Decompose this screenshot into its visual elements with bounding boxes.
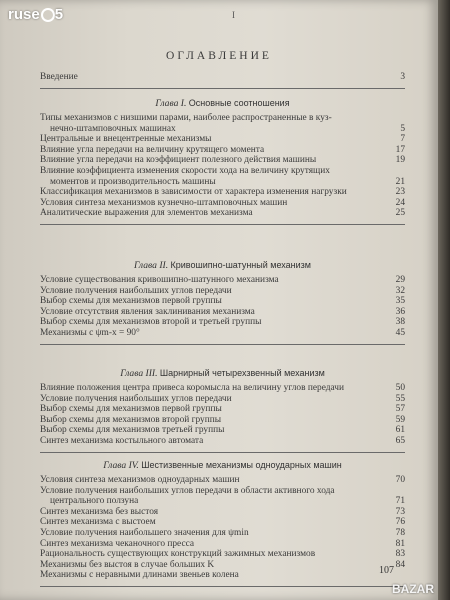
toc-entry [40,145,405,156]
chapter-title: Шарнирный четырехзвенный механизм [159,368,325,378]
toc-entry-page: 36 [395,306,405,317]
toc-entry [40,436,405,447]
toc-entry-text: Аналитические выражения для элементов механизма [40,208,253,219]
toc-entry [40,486,405,497]
toc-entry-page: 21 [395,176,405,187]
toc-entry [40,198,405,209]
toc-entry [40,166,405,177]
section-rule [40,586,405,587]
toc-entry [40,296,405,307]
toc-entry-text: Влияние угла передачи на коэффициент полезного действия машины [40,155,317,166]
toc-entry-page: 23 [395,187,405,198]
toc-entry-text: Введение [40,72,78,82]
toc-entry-text: Рациональность существующих конструкций зажимных механизмов [40,549,316,560]
toc-entry-text: Синтез механизма без выстоя [40,506,159,517]
page-folio: 107 [379,565,394,576]
toc-entry [40,507,405,518]
toc-entry [40,528,405,539]
toc-entry-text: Синтез механизма с выстоем [40,517,156,528]
toc-entry-text: Выбор схемы для механизмов первой группы [40,296,222,307]
toc-entry-page: 83 [395,549,405,560]
toc-entry-page: 24 [395,197,405,208]
toc-entry-page: 70 [395,475,405,485]
toc-entry [40,208,405,219]
toc-entry-text: Условие получения наибольших углов передачи [40,285,232,296]
watermark-logo: ruse 5 [8,6,64,23]
toc-entry-text: Механизмы без выстоя в случае больших K [40,559,215,570]
toc-entry [40,425,405,436]
chapter-title: Основные соотношения [188,98,290,108]
toc-entry-text: Условие получения наибольших углов передачи в области активного хода [40,485,335,496]
toc-entry-text: Выбор схемы для механизмов второй и третьей группы [40,317,262,328]
toc-entry [40,187,405,198]
toc-entry-text: Выбор схемы для механизмов второй группы [40,414,222,425]
toc-entry [40,275,405,286]
toc-entry [40,570,405,581]
toc-entry [40,155,405,166]
toc-entry [40,124,405,135]
toc-entry-text: Механизмы с неравными длинами звеньев колена [40,570,239,581]
toc-entry-text: Синтез механизма чеканочного пресса [40,538,195,549]
toc-entry-page: 5 [400,123,405,134]
ring-icon [41,8,55,22]
toc-entry-page: 32 [395,285,405,296]
toc-entry-intro [40,72,405,83]
toc-entry [40,539,405,550]
toc-entry-text: Влияние угла передачи на величину крутящего момента [40,144,265,155]
toc-entry-page: 25 [395,208,405,219]
toc-entry-text: центрального ползуна [50,496,139,507]
toc-entry [40,517,405,528]
section-rule [40,344,405,345]
chapter-heading [40,98,405,109]
toc-entry-page: 35 [395,296,405,307]
toc-entry-text: Условие отсутствия явления заклинивания механизма [40,306,255,317]
chapter-number: Глава IV. [103,460,139,471]
chapter-number: Глава III. [120,368,158,379]
toc-title: ОГЛАВЛЕНИЕ [166,50,272,62]
toc-entry-page: 73 [395,506,405,517]
toc-entry [40,475,405,486]
toc-entry-page: 61 [395,425,405,436]
book-edge [438,0,450,600]
toc-entry-page: 38 [395,317,405,328]
toc-entry-page: 57 [395,404,405,415]
toc-entry-page: 76 [395,517,405,528]
toc-entry [40,307,405,318]
chapter-heading [40,260,405,271]
toc-entry [40,383,405,394]
toc-entry-page: 45 [395,328,405,338]
toc-entry-page: 3 [400,72,405,82]
toc-entry-text: Условия синтеза механизмов кузнечно-штамповочных машин [40,197,288,208]
toc-entry-page: 65 [395,436,405,446]
toc-entry-page: 29 [395,275,405,285]
toc-entry-page: 17 [395,144,405,155]
toc-entry-text: Условия синтеза механизмов одноударных машин [40,475,240,485]
toc-entry [40,317,405,328]
chapter-heading [40,368,405,379]
toc-entry [40,113,405,124]
toc-entry-text: нечно-штамповочных машинах [50,123,176,134]
toc-entry [40,415,405,426]
toc-entry [40,134,405,145]
chapter-number: Глава II. [133,260,169,271]
toc-entry-page: 78 [395,528,405,538]
toc-entry [40,404,405,415]
toc-entry-page: 50 [395,383,405,393]
toc-entry-text: моментов и производительность машины [50,176,216,187]
toc-entry-page: 84 [395,559,405,570]
toc-entry-text: Классификация механизмов в зависимости от характера изменения нагрузки [40,187,347,198]
chapter-title: Шестизвенные механизмы одноударных машин [141,460,342,470]
toc-entry-text: Синтез механизма костыльного автомата [40,436,204,446]
toc-entry-text: Влияние положения центра привеса коромысла на величину углов передачи [40,383,345,393]
toc-entry-page: 55 [395,393,405,404]
toc-entry [40,328,405,339]
toc-entry-text: Механизмы с ψm-x = 90° [40,328,140,338]
toc-entry [40,560,405,571]
toc-entry-text: Типы механизмов с низшими парами, наиболее распространенные в куз- [40,113,332,123]
toc-entry [40,549,405,560]
corner-watermark: BAZAR [392,582,434,596]
toc-entry-text: Выбор схемы для механизмов первой группы [40,404,222,415]
chapter-number: Глава I. [155,98,187,109]
toc-entry [40,496,405,507]
toc-entry [40,286,405,297]
toc-entry-page: 71 [395,496,405,507]
chapter-heading [40,460,405,471]
toc-entry-text: Выбор схемы для механизмов третьей группы [40,425,225,436]
section-rule [40,88,405,89]
print-tick: I [232,10,235,20]
toc-entry-page: 19 [395,155,405,166]
toc-entry-page: 81 [395,538,405,549]
section-rule [40,224,405,225]
toc-entry-text: Условие получения наибольших углов передачи [40,393,232,404]
toc-entry-text: Условие существования кривошипно-шатунного механизма [40,275,279,285]
toc-entry [40,394,405,405]
toc-entry-page: 59 [395,414,405,425]
section-rule [40,452,405,453]
toc-entry-text: Центральные и внецентренные механизмы [40,134,212,145]
toc-entry-text: Влияние коэффициента изменения скорости хода на величину крутящих [40,166,330,176]
toc-entry [40,177,405,188]
chapter-title: Кривошипно-шатунный механизм [170,260,311,270]
toc-entry-text: Условие получения наибольшего значения для ψmin [40,528,249,538]
toc-entry-page: 7 [400,134,405,145]
